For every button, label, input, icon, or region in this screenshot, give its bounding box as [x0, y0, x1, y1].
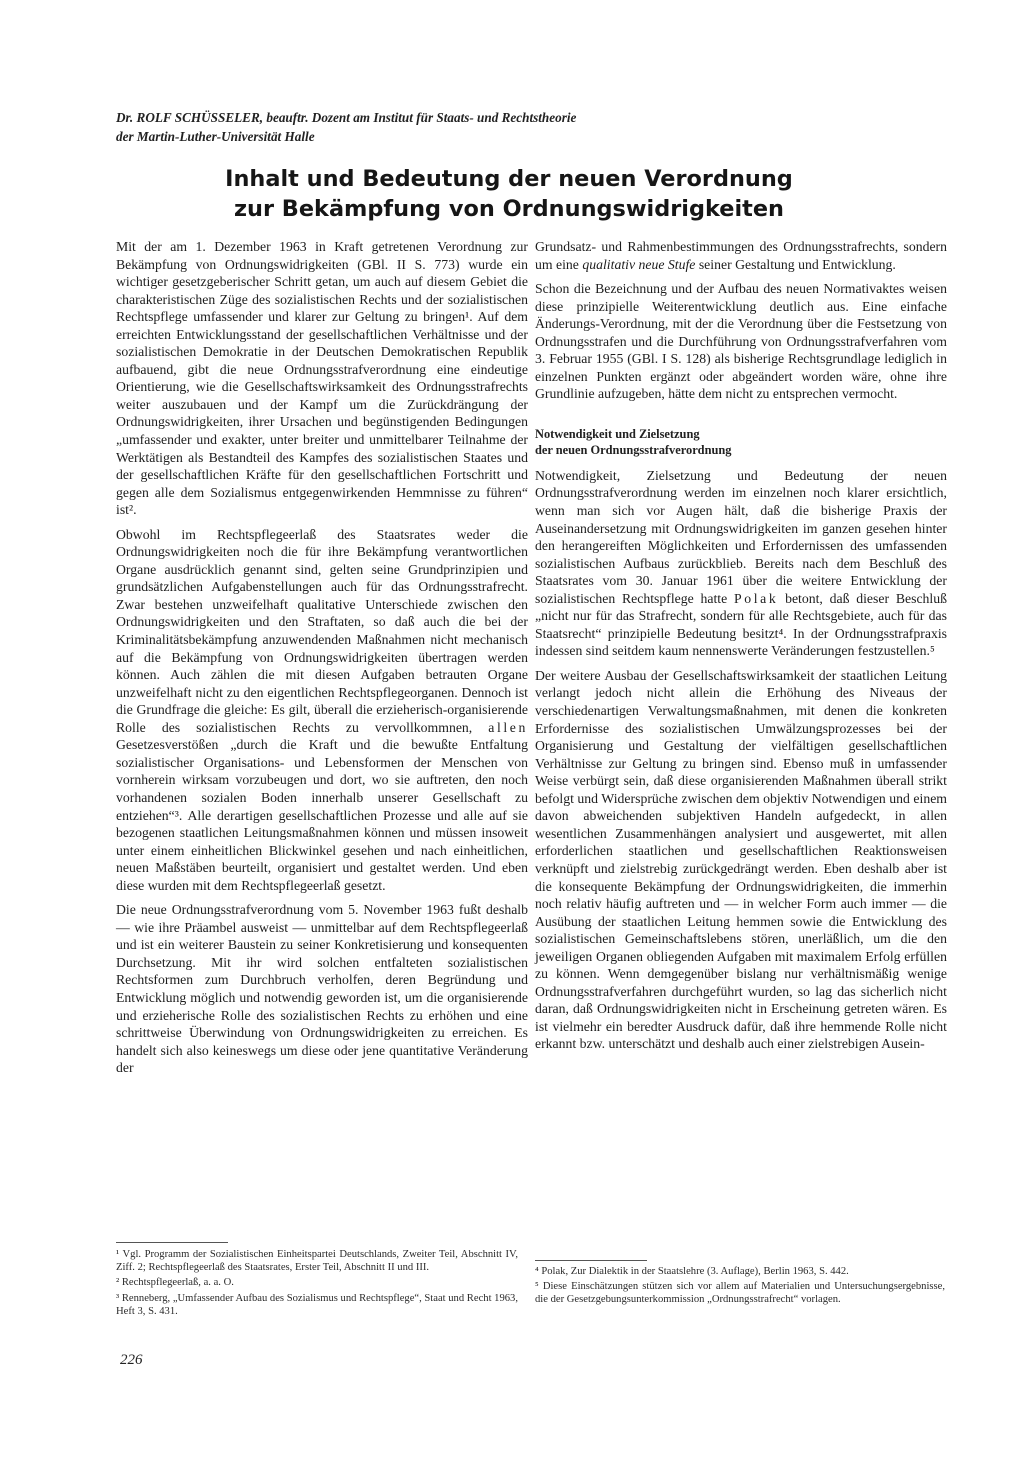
text-run: seiner Gestaltung und Entwicklung.	[698, 256, 896, 272]
paragraph: Die neue Ordnungsstrafverordnung vom 5. November 1963 fußt deshalb — wie ihre Präambel ausweist — unmittelbar auf dem Rechtspflegeerlaß und ist ein weiterer Baustein zu seiner Konkretisierung und konsequenten Durchsetzung. Mit ihr wird solchen entfalteten sozialistischen Rechtsformen zum Durchbruch verholfen, deren Begründung und Entwicklung möglich und notwendig geworden ist, um die organisierende und erzieherische Rolle des sozialistischen Rechts zu erhöhen und eine schrittweise Überwindung von Ordnungswidrigkeiten zu erreichen. Es handelt sich also keineswegs um diese oder jene quantitative Veränderung der	[116, 902, 528, 1076]
right-column	[535, 238, 947, 1060]
footnote: ⁵ Diese Einschätzungen stützen sich vor allem auf Materialien und Untersuchungsergebnisse, die der Gesetzgebungsunterkommission „Ordnungsstrafrecht“ vorlagen.	[535, 1281, 945, 1306]
paragraph	[116, 526, 528, 894]
footnote-rule-right	[535, 1260, 647, 1261]
title-line-1: Inhalt und Bedeutung der neuen Verordnung	[225, 166, 793, 192]
paragraph	[535, 467, 947, 660]
page-number: 226	[120, 1352, 143, 1368]
footnote: ¹ Vgl. Programm der Sozialistischen Einheitspartei Deutschlands, Zweiter Teil, Abschnitt IV, Ziff. 2; Rechtspflegeerlaß des Staatsrates, Erster Teil, Abschnitt II und III.	[116, 1249, 518, 1274]
heading-line-1: Notwendigkeit und Zielsetzung	[535, 426, 700, 441]
article-title	[116, 164, 902, 224]
paragraph	[535, 238, 947, 273]
text-run: Grundsatz- und Rahmenbestimmungen des Ordnungsstrafrechts, sondern um eine	[535, 239, 947, 272]
spaced-word: allen	[488, 719, 528, 735]
paragraph: Der weitere Ausbau der Gesellschaftswirksamkeit der staatlichen Leitung verlangt jedoch nicht allein die Erhöhung des Niveaus der verschiedenartigen Verwaltungsmaßnahmen, mit denen die konkreten Erfordernisse des sozialistischen Umwälzungsprozesses bei der Organisierung und Gestaltung der vielfältigen gesellschaftlichen Verhältnisse zur Geltung zu bringen sind. Ebenso muß in umfassender Weise verbürgt sein, daß diese organisierenden Maßnahmen überall strikt befolgt und Widersprüche zwischen dem objektiv Notwendigen und einem davon abweichenden subjektiven Handeln aufgedeckt, in allen wesentlichen Zusammenhängen analysiert und ausgewertet, mit allen erforderlichen staatlichen und gesellschaftlichen Reaktionsweisen verknüpft und zielstrebig zurückgedrängt werden. Eben deshalb aber ist die konsequente Bekämpfung der Ordnungswidrigkeiten, die immerhin noch relativ häufig auftreten und — in welcher Form auch immer — die Ausübung der staatlichen Leitung hemmen sowie die Entwicklung des sozialistischen Gemeinschaftslebens stören, unerläßlich, um die den jeweiligen Organen obliegenden Aufgaben mit maximalem Erfolg erfüllen zu können. Wenn demgegenüber bislang nur verhältnismäßig wenige Ordnungsstrafverfahren durchgeführt wurden, so lag das sicherlich nicht daran, daß Ordnungswidrigkeiten nicht in Erscheinung getreten wären. Es ist vielmehr ein beredter Ausdruck dafür, daß ihre hemmende Rolle nicht erkannt bzw. unterschätzt und deshalb auch einer zielstrebigen Ausein-	[535, 667, 947, 1052]
emphasis: qualitativ neue Stufe	[582, 256, 696, 272]
paragraph: Schon die Bezeichnung und der Aufbau des neuen Normativaktes weisen diese prinzipielle Weiterentwicklung deutlich aus. Eine einfache Änderungs-Verordnung, mit der die Verordnung über die Festsetzung von Ordnungsstrafen und die Durchführung von Ordnungsstrafverfahren vom 3. Februar 1955 (GBl. I S. 128) als bisherige Rechtsgrundlage lediglich in einzelnen Punkten ergänzt oder abgeändert worden wäre, ohne ihre Grundlinie aufzugeben, hätte dem nicht zu entsprechen vermocht.	[535, 281, 947, 402]
footnote-rule-left	[116, 1242, 228, 1243]
heading-line-2: der neuen Ordnungsstrafverordnung	[535, 442, 732, 457]
text-run: Notwendigkeit, Zielsetzung und Bedeutung der neuen Ordnungsstrafverordnung werden im einzelnen noch klarer ersichtlich, wenn man sich vor Augen hält, daß die bisherige Praxis der Auseinandersetzung mit Ordnungswidrigkeiten im ganzen gesehen hinter den herangereiften Möglichkeiten und Erfordernissen des umfassenden sozialistischen Aufbaus zurückblieb. Bereits nach dem Beschluß des Staatsrates vom 30. Januar 1961 über die weitere Entwicklung der sozialistischen Rechtspflege hatte	[535, 467, 947, 606]
text-run: betont, daß dieser Beschluß „nicht nur für das Strafrecht, sondern für alle Rechtsgebiete, auch für das Staatsrecht“ prinzipielle Bedeutung besitzt⁴. In der Ordnungsstrafpraxis indessen sind seitdem kaum nennenswerte Veränderungen festzustellen.⁵	[535, 590, 947, 659]
footnote: ² Rechtspflegeerlaß, a. a. O.	[116, 1277, 234, 1289]
spaced-word: Polak	[733, 590, 779, 606]
left-column	[116, 238, 528, 1084]
footnotes-right	[535, 1265, 945, 1309]
text-run: Obwohl im Rechtspflegeerlaß des Staatsrates weder die Ordnungswidrigkeiten noch die für ihre Bekämpfung verantwortlichen Organe ausdrücklich genannt sind, gelten seine Grundprinzipien und grundsätzlichen Aufgabenstellungen auch für das Ordnungsstrafrecht. Zwar bestehen unzweifelhaft qualitative Unterschiede zwischen den Ordnungswidrigkeiten und den Straftaten, so daß auch die bei der Kriminalitätsbekämpfung anzuwendenden Maßnahmen nicht mechanisch auf die Bekämpfung von Ordnungswidrigkeiten übertragen werden können. Auch zählen die mit diesen Aufgaben betrauten Organe unzweifelhaft nicht zu den eigentlichen Rechtspflegeorganen. Dennoch ist die Grundfrage die gleiche: Es gilt, überall die erzieherisch-organisierende Rolle des sozialistischen Rechts zu vervollkommnen,	[116, 526, 528, 735]
byline-line-1: Dr. ROLF SCHÜSSELER, beauftr. Dozent am Institut für Staats- und Rechtstheorie	[116, 110, 577, 125]
text-run: Gesetzesverstößen „durch die Kraft und die bewußte Entfaltung sozialistischer Organisations- und Lebensformen der Menschen von vornherein wirksam vorzubeugen und dort, wo sie auftreten, den noch vorhandenen sozialen Boden innerhalb unserer Gesellschaft zu entziehen“³. Alle derartigen gesellschaftlichen Prozesse und alle auf sie bezogenen staatlichen Leitungsmaßnahmen können und müssen insoweit unter einem einheitlichen Blickwinkel gesehen und nach einheitlichen, neuen Maßstäben beurteilt, organisiert und gestaltet werden. Und eben diese wurden mit dem Rechtspflegeerlaß gesetzt.	[116, 737, 528, 893]
footnote: ⁴ Polak, Zur Dialektik in der Staatslehre (3. Auflage), Berlin 1963, S. 442.	[535, 1266, 849, 1277]
author-byline	[116, 108, 776, 146]
section-heading	[535, 426, 947, 458]
footnote: ³ Renneberg, „Umfassender Aufbau des Sozialismus und Rechtspflege“, Staat und Recht 1963, Heft 3, S. 431.	[116, 1292, 518, 1317]
title-line-2: zur Bekämpfung von Ordnungswidrigkeiten	[234, 196, 784, 222]
footnotes-left	[116, 1248, 518, 1320]
paragraph: Mit der am 1. Dezember 1963 in Kraft getretenen Verordnung zur Bekämpfung von Ordnungswidrigkeiten (GBl. II S. 773) wurde ein wichtiger gesetzgeberischer Schritt getan, um auch auf diesem Gebiet die charakteristischen Züge des sozialistischen Rechts und der sozialistischen Rechtspflege umfassender und klarer zur Geltung zu bringen¹. Auf dem erreichten Entwicklungsstand der gesellschaftlichen Verhältnisse und der sozialistischen Demokratie in der Deutschen Demokratischen Republik aufbauend, gibt die neue Ordnungsstrafverordnung eine eindeutige Orientierung, wie die Gesellschaftswirksamkeit des Ordnungsstrafrechts weiter auszubauen und der Kampf um die Zurückdrängung der Ordnungswidrigkeiten, ihrer Ursachen und begünstigenden Bedingungen „umfassender und exakter, unter breiter und unmittelbarer Teilnahme der Werktätigen als Bestandteil des Kampfes des sozialistischen Staates und der gesellschaftlichen Kräfte für den gesellschaftlichen Fortschritt und gegen alle dem Sozialismus entgegenwirkenden Hemmnisse zu führen“ ist².	[116, 239, 528, 518]
byline-line-2: der Martin-Luther-Universität Halle	[116, 129, 315, 144]
